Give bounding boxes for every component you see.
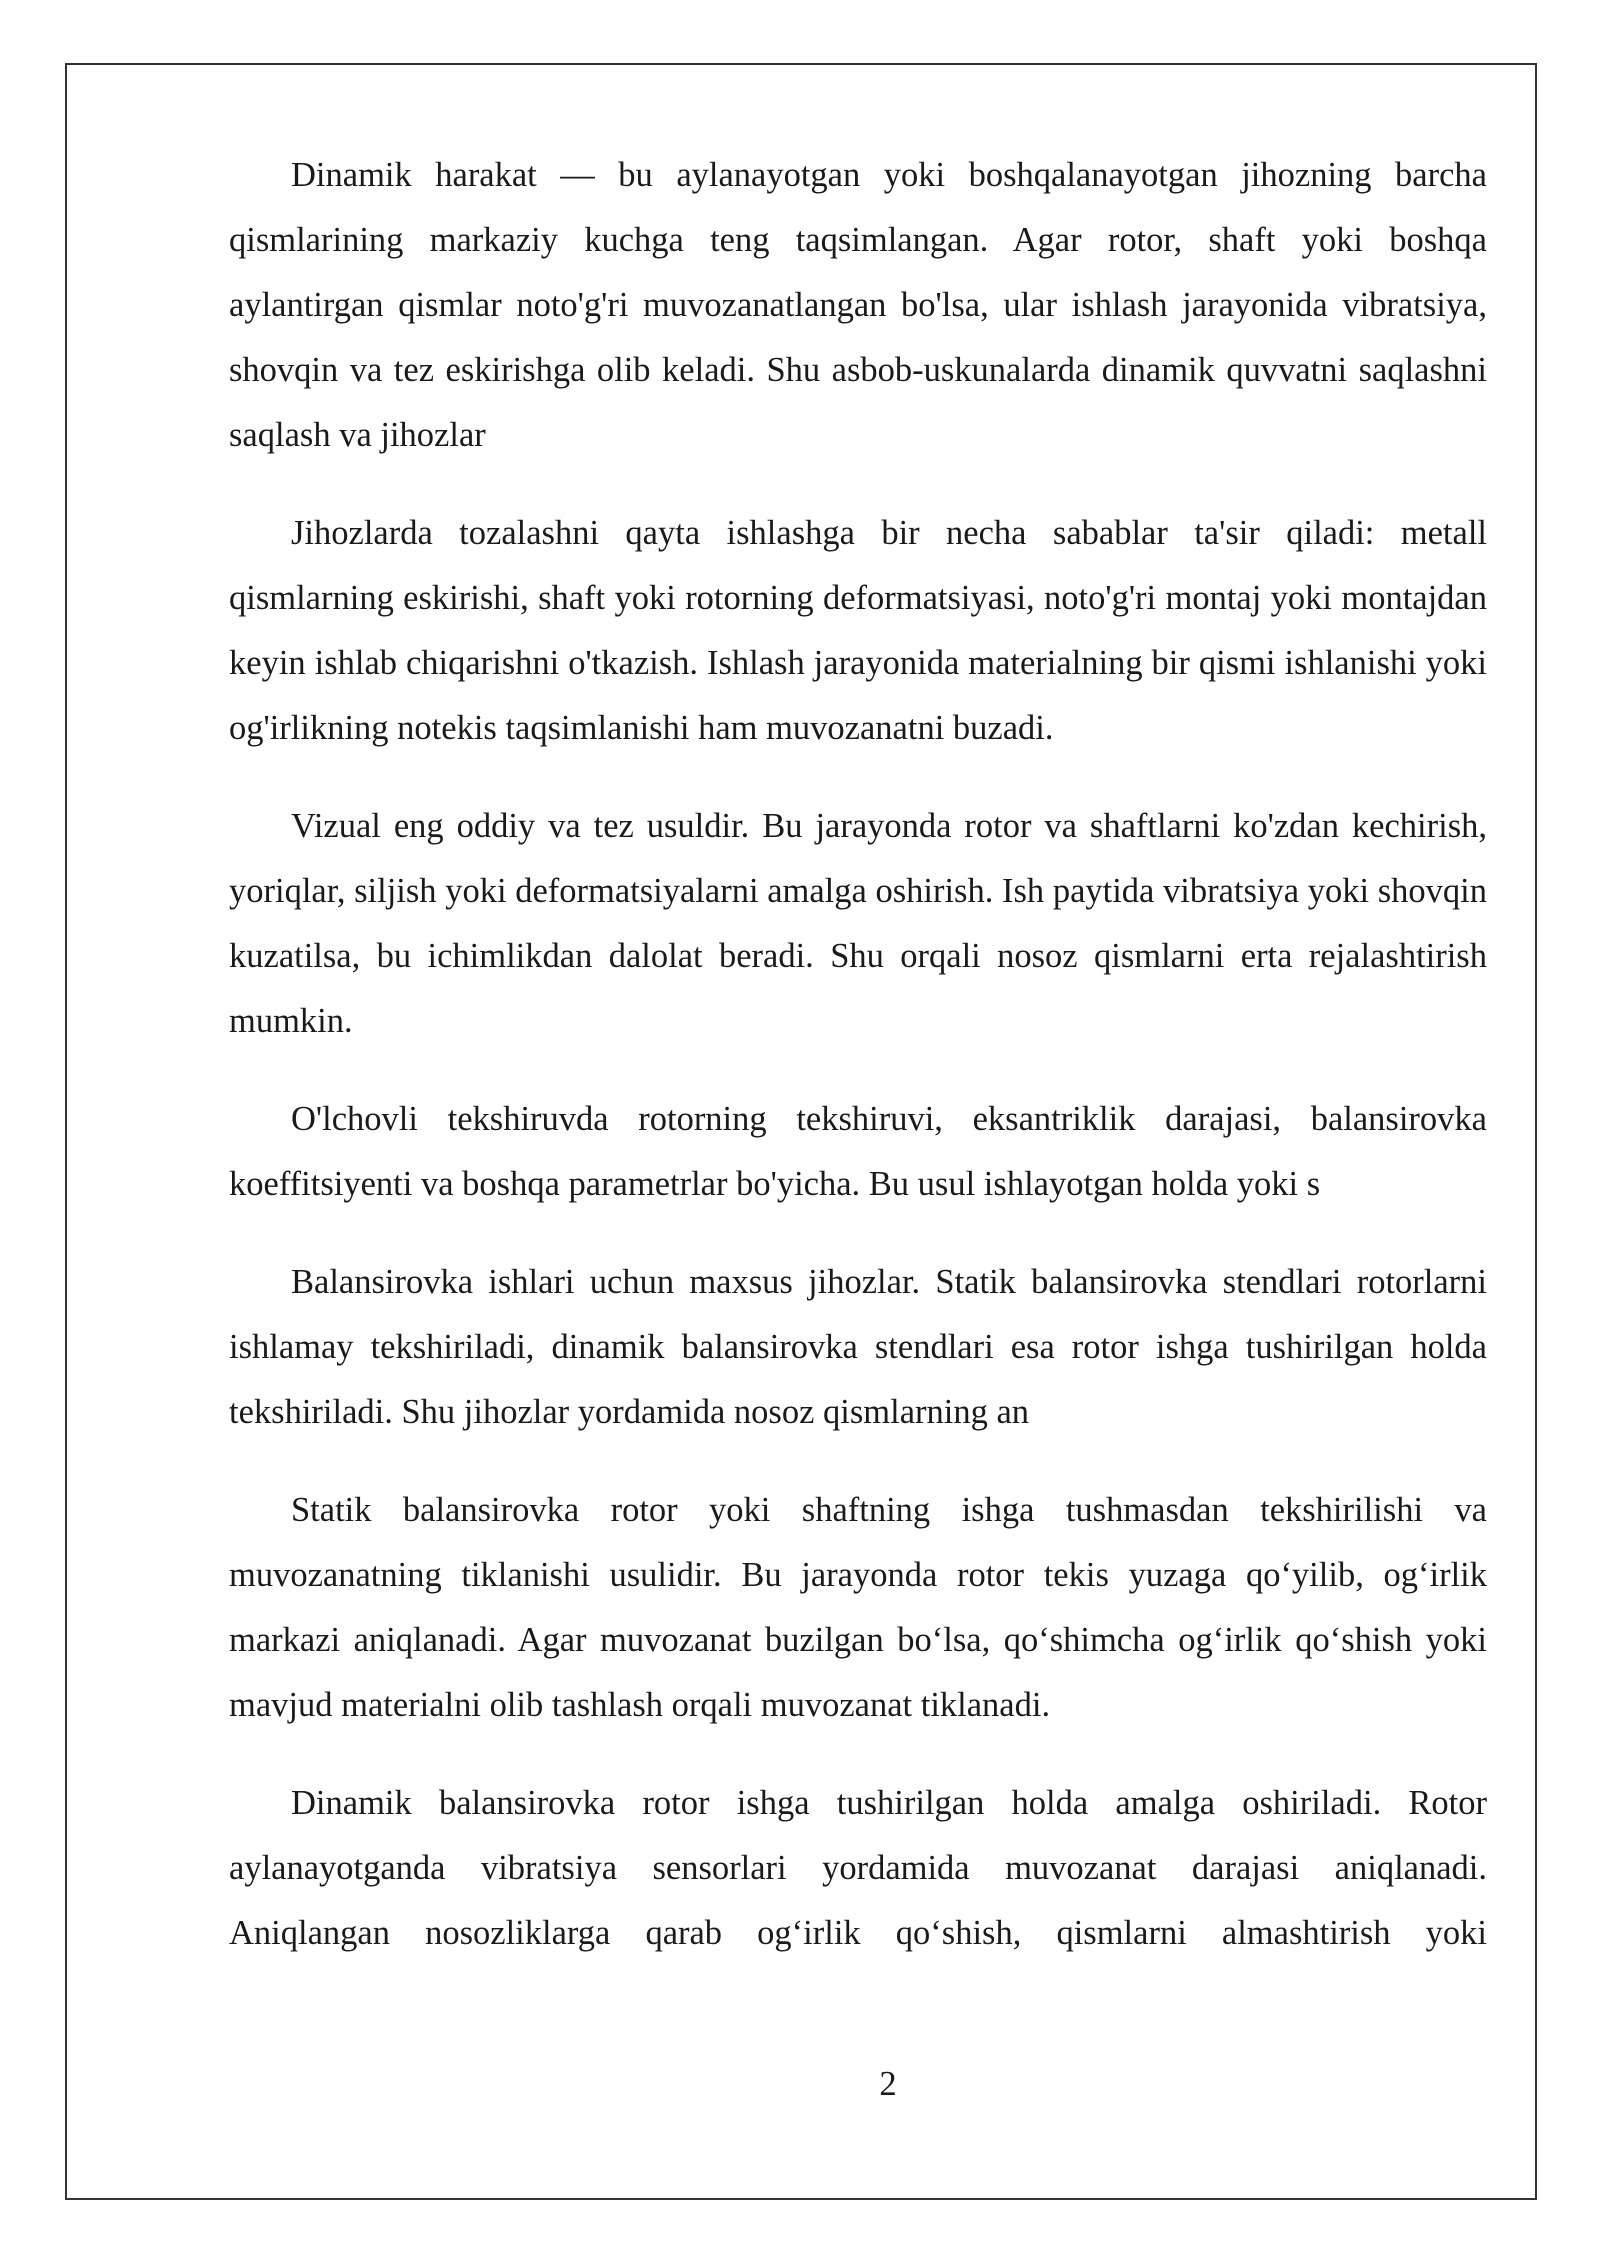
paragraph-statik-balansirovka: Statik balansirovka rotor yoki shaftning ishga tushmasdan tekshirilishi va muvozanatning tiklanishi usulidir. Bu jarayonda rotor tekis yuzaga qo‘yilib, og‘irlik markazi aniqlanadi. Agar muvozanat buzilgan bo‘lsa, qo‘shimcha og‘irlik qo‘shish yoki mavjud materialni olib tashlash orqali muvozanat tiklanadi.: [229, 1491, 1487, 1724]
paragraph-dinamik-harakat: Dinamik harakat — bu aylanayotgan yoki boshqalanayotgan jihozning barcha qismlarining markaziy kuchga teng taqsimlangan. Agar rotor, shaft yoki boshqa aylantirgan qismlar noto'g'ri muvozanatlangan bo'lsa, ular ishlash jarayonida vibratsiya, shovqin va tez eskirishga olib keladi. Shu asbob-uskunalarda dinamik quvvatni saqlashni saqlash va jihozlar: [229, 156, 1487, 454]
paragraph-vizual-usul: Vizual eng oddiy va tez usuldir. Bu jarayonda rotor va shaftlarni ko'zdan kechirish, yoriqlar, siljish yoki deformatsiyalarni amalga oshirish. Ish paytida vibratsiya yoki shovqin kuzatilsa, bu ichimlikdan dalolat beradi. Shu orqali nosoz qismlarni erta rejalashtirish mumkin.: [229, 807, 1487, 1040]
paragraph-jihozlarda-tozalash: Jihozlarda tozalashni qayta ishlashga bir necha sabablar ta'sir qiladi: metall qismlarning eskirishi, shaft yoki rotorning deformatsiyasi, noto'g'ri montaj yoki montajdan keyin ishlab chiqarishni o'tkazish. Ishlash jarayonida materialning bir qismi ishlanishi yoki og'irlikning notekis taqsimlanishi ham muvozanatni buzadi.: [229, 514, 1487, 747]
paragraph-dinamik-balansirovka: Dinamik balansirovka rotor ishga tushirilgan holda amalga oshiriladi. Rotor aylanayotganda vibratsiya sensorlari yordamida muvozanat darajasi aniqlanadi. Aniqlangan nosozliklarga qarab og‘irlik qo‘shish, qismlarni almashtirish yoki: [229, 1784, 1487, 1952]
document-body: [229, 143, 1487, 1966]
paragraph-olchovli-tekshiruv: O'lchovli tekshiruvda rotorning tekshiruvi, eksantriklik darajasi, balansirovka koeffitsiyenti va boshqa parametrlar bo'yicha. Bu usul ishlayotgan holda yoki s: [229, 1100, 1487, 1203]
paragraph-balansirovka-jihozlar: Balansirovka ishlari uchun maxsus jihozlar. Statik balansirovka stendlari rotorlarni ishlamay tekshiriladi, dinamik balansirovka stendlari esa rotor ishga tushirilgan holda tekshiriladi. Shu jihozlar yordamida nosoz qismlarning an: [229, 1263, 1487, 1431]
page-number: 2: [879, 2065, 897, 2103]
